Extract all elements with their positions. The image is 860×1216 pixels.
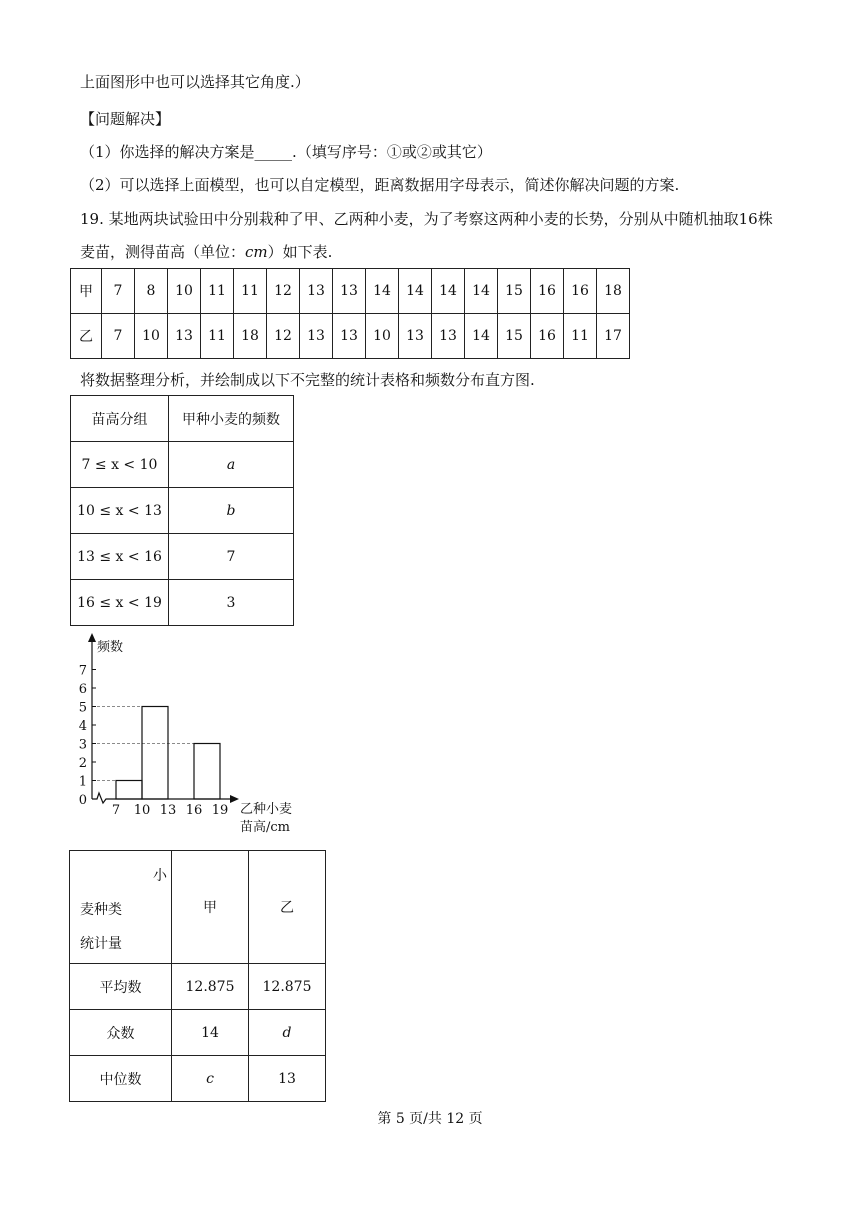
y-tick-label: 1 (78, 774, 87, 790)
histogram-bar (116, 781, 142, 800)
page-footer: 第 5 页/共 12 页 (377, 1111, 483, 1127)
diag-header-top: 小 (153, 868, 167, 884)
data-cell: 13 (432, 314, 465, 359)
data-cell: 18 (597, 269, 630, 314)
problem-19-line-2 (80, 242, 332, 262)
y-tick-label: 7 (78, 663, 87, 679)
x-tick-label: 7 (111, 803, 121, 818)
freq-count: b (169, 488, 294, 534)
data-row (71, 269, 630, 314)
y-tick-label: 3 (78, 737, 87, 753)
data-cell: 13 (333, 269, 366, 314)
text-line-3: （1）你选择的解决方案是_____.（填写序号：①或②或其它） (80, 143, 492, 161)
histogram-bar (142, 707, 168, 800)
text-line-6-tail: ）如下表. (267, 243, 333, 261)
data-cell: 11 (201, 269, 234, 314)
stats-header-jia: 甲 (172, 851, 249, 964)
stats-table-header (70, 851, 326, 964)
data-cell: 13 (168, 314, 201, 359)
x-axis-arrow (230, 795, 239, 803)
text-line-1: 上面图形中也可以选择其它角度.） (80, 73, 310, 91)
freq-row (71, 488, 294, 534)
stats-jia: c (172, 1056, 249, 1102)
y-tick-label: 5 (78, 700, 87, 716)
text-line-7: 将数据整理分析，并绘制成以下不完整的统计表格和频数分布直方图. (80, 371, 535, 389)
freq-row (71, 580, 294, 626)
freq-count: 3 (169, 580, 294, 626)
data-cell: 14 (465, 269, 498, 314)
freq-row (71, 534, 294, 580)
data-cell: 15 (498, 314, 531, 359)
text-line-6-head: 麦苗，测得苗高（单位： (80, 243, 246, 261)
freq-row (71, 442, 294, 488)
y-axis-arrow (88, 633, 96, 642)
stats-label: 中位数 (70, 1056, 172, 1102)
data-cell: 16 (564, 269, 597, 314)
data-cell: 7 (102, 269, 135, 314)
data-cell: 15 (498, 269, 531, 314)
y-tick-label: 6 (78, 682, 87, 697)
y-axis-label: 频数 (97, 640, 124, 655)
y-tick-label: 4 (78, 719, 87, 734)
diag-header-mid: 麦种类 (80, 902, 122, 918)
statistics-table (69, 850, 326, 1102)
data-cell: 11 (201, 314, 234, 359)
data-cell: 14 (399, 269, 432, 314)
height-data-table (70, 268, 630, 359)
data-cell: 10 (366, 314, 399, 359)
frequency-table (70, 395, 294, 626)
data-cell: 13 (333, 314, 366, 359)
histogram-bar (194, 744, 220, 800)
freq-table-header (71, 396, 294, 442)
data-row-label: 乙 (71, 314, 102, 359)
histogram-chart (70, 632, 330, 842)
unit-cm: cm (245, 243, 268, 261)
x-axis-label-line1: 乙种小麦 (240, 802, 293, 817)
data-cell: 8 (135, 269, 168, 314)
data-cell: 18 (234, 314, 267, 359)
freq-range: 16 ≤ x < 19 (71, 580, 169, 626)
data-cell: 11 (234, 269, 267, 314)
diag-header-bottom: 统计量 (80, 936, 122, 952)
stats-row (70, 1010, 326, 1056)
stats-jia: 14 (172, 1010, 249, 1056)
x-tick-label: 19 (211, 803, 229, 818)
data-cell: 7 (102, 314, 135, 359)
stats-label: 平均数 (70, 964, 172, 1010)
freq-header-count: 甲种小麦的频数 (169, 396, 294, 442)
text-line-2: 【问题解决】 (80, 110, 171, 128)
stats-header-yi: 乙 (249, 851, 326, 964)
diagonal-header-cell (70, 851, 172, 964)
data-cell: 13 (399, 314, 432, 359)
freq-range: 13 ≤ x < 16 (71, 534, 169, 580)
stats-row (70, 964, 326, 1010)
freq-range: 10 ≤ x < 13 (71, 488, 169, 534)
freq-count: 7 (169, 534, 294, 580)
x-tick-label: 10 (133, 803, 151, 818)
data-cell: 14 (366, 269, 399, 314)
stats-jia: 12.875 (172, 964, 249, 1010)
stats-yi: d (249, 1010, 326, 1056)
x-axis (92, 793, 236, 803)
data-cell: 17 (597, 314, 630, 359)
stats-label: 众数 (70, 1010, 172, 1056)
data-cell: 11 (564, 314, 597, 359)
freq-range: 7 ≤ x < 10 (71, 442, 169, 488)
data-row (71, 314, 630, 359)
data-cell: 16 (531, 314, 564, 359)
data-cell: 14 (465, 314, 498, 359)
data-row-label: 甲 (71, 269, 102, 314)
freq-count: a (169, 442, 294, 488)
y-tick-label: 0 (78, 793, 87, 808)
data-cell: 13 (300, 314, 333, 359)
data-cell: 14 (432, 269, 465, 314)
data-cell: 16 (531, 269, 564, 314)
x-axis-label-line2: 苗高/cm (240, 820, 290, 835)
stats-row (70, 1056, 326, 1102)
x-tick-label: 16 (185, 803, 203, 818)
data-cell: 13 (300, 269, 333, 314)
freq-header-group: 苗高分组 (71, 396, 169, 442)
data-cell: 12 (267, 269, 300, 314)
data-cell: 10 (135, 314, 168, 359)
problem-19-line-1: 19. 某地两块试验田中分别栽种了甲、乙两种小麦，为了考察这两种小麦的长势，分别从中随机抽取16株 (80, 210, 773, 228)
stats-yi: 12.875 (249, 964, 326, 1010)
data-cell: 10 (168, 269, 201, 314)
y-tick-label: 2 (78, 756, 87, 771)
x-tick-label: 13 (159, 803, 177, 818)
stats-yi: 13 (249, 1056, 326, 1102)
text-line-4: （2）可以选择上面模型，也可以自定模型，距离数据用字母表示，简述你解决问题的方案. (80, 176, 680, 194)
data-cell: 12 (267, 314, 300, 359)
